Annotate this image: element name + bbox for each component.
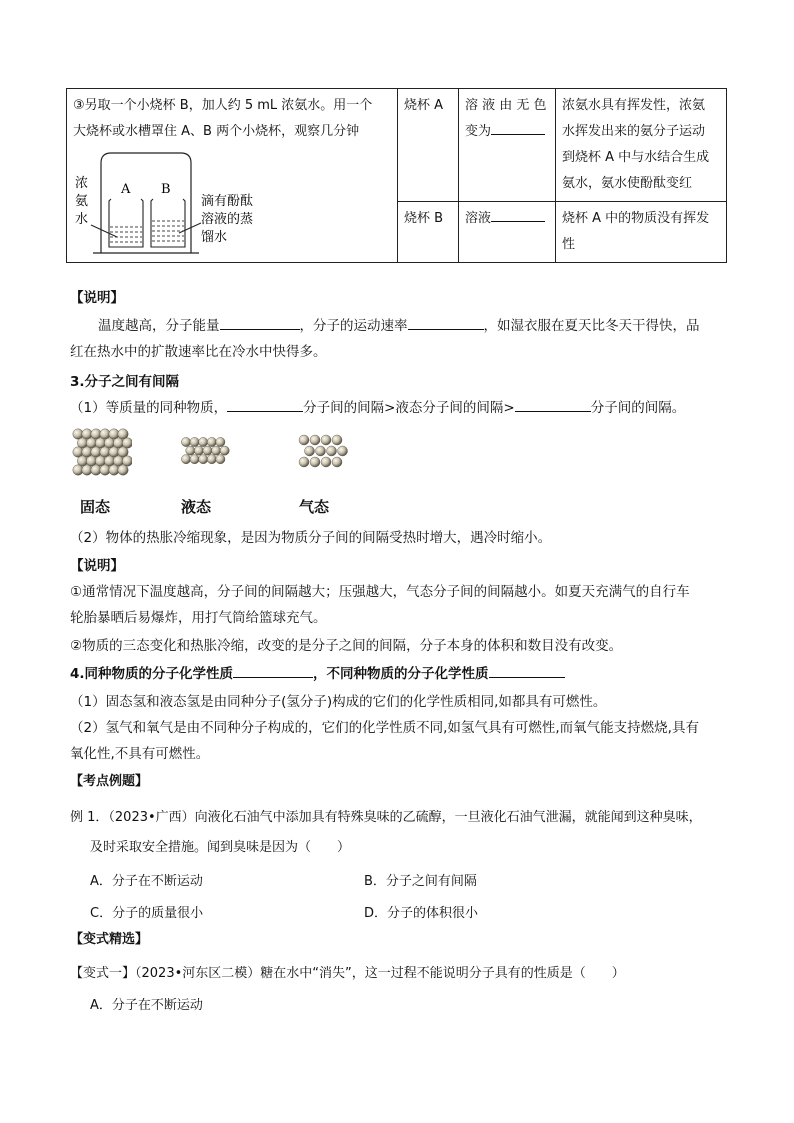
- exam-question-line1: 例 1．（2023•广西）向液化石油气中添加具有特殊臭味的乙硫醇，一旦液化石油气泄漏，就能闻到这种臭味，: [70, 810, 702, 825]
- liquid-b: [152, 221, 184, 241]
- explanation-a-line-2: 水挥发出来的氨分子运动: [562, 124, 706, 139]
- phenomenon-b-blank[interactable]: [491, 208, 545, 222]
- procedure-line-2: 大烧杯或水槽罩住 A、B 两个小烧杯，观察几分钟: [73, 124, 360, 139]
- exam-option-c[interactable]: C．分子的质量很小: [90, 906, 204, 921]
- note2-line2: 轮胎暴晒后易爆炸，用打气筒给篮球充气。: [70, 610, 327, 626]
- molecule-ball: [332, 435, 342, 445]
- exam-option-b[interactable]: B．分子之间有间隔: [364, 874, 477, 889]
- molecule-ball: [321, 457, 331, 467]
- section4-blank-2[interactable]: [489, 664, 565, 679]
- variant-question: 【变式一】（2023•河东区二模）糖在水中“消失”，这一过程不能说明分子具有的性质是（ ）: [70, 966, 625, 981]
- molecule-ball: [190, 455, 199, 464]
- phenomenon-a-blank[interactable]: [491, 121, 545, 135]
- section3-item2: （2）物体的热胀冷缩现象，是因为物质分子间的间隔受热时增大，遇冷时缩小。: [70, 530, 552, 546]
- molecule-ball: [220, 446, 229, 455]
- molecule-ball: [338, 446, 348, 456]
- molecule-ball: [310, 435, 320, 445]
- section4-item1: （1）固态氢和液态氢是由同种分子(氢分子)构成的它们的化学性质相同,如都具有可燃性。: [70, 694, 607, 710]
- beaker-a: [109, 199, 143, 247]
- phenomenon-a-line-1: 溶 液 由 无 色: [465, 98, 547, 113]
- explanation-b-cell: [556, 202, 727, 263]
- molecule-ball: [212, 446, 221, 455]
- molecule-ball: [194, 446, 203, 455]
- note1-heading: 【说明】: [70, 290, 124, 306]
- molecule-ball: [181, 455, 190, 464]
- molecule-ball: [321, 435, 331, 445]
- exam-question-line2: 及时采取安全措施。闻到臭味是因为（ ）: [90, 840, 351, 855]
- variant-heading: 【变式精选】: [70, 932, 149, 947]
- label-a: A: [121, 182, 131, 197]
- molecule-ball: [190, 437, 199, 446]
- note1-text-c: ，如湿衣服在夏天比冬天干得快，品: [483, 318, 700, 334]
- procedure-cell: [67, 89, 398, 263]
- beaker-b: [151, 199, 185, 247]
- note2-line3: ②物质的三态变化和热胀冷缩，改变的是分子之间的间隔，分子本身的体积和数目没有改变。: [70, 638, 623, 654]
- label-left-1: 浓: [75, 176, 89, 191]
- molecule-ball: [186, 446, 195, 455]
- leader-left: [91, 225, 117, 237]
- section3-item1: [70, 396, 685, 416]
- label-right-2: 溶液的蒸: [201, 212, 254, 227]
- beaker-diagram: [73, 149, 293, 255]
- state-gas-label: 气态: [299, 498, 330, 516]
- molecule-ball: [207, 437, 216, 446]
- molecule-ball: [122, 456, 132, 466]
- section4-title-a: 4.同种物质的分子化学性质: [70, 666, 234, 682]
- large-beaker-cover: [101, 153, 191, 253]
- molecule-ball: [181, 437, 190, 446]
- label-left-2: 氨: [75, 194, 89, 209]
- explanation-a-cell: [556, 89, 727, 202]
- label-right-1: 滴有酚酞: [201, 194, 254, 209]
- explanation-b-line-2: 性: [562, 237, 576, 252]
- exam-heading: 【考点例题】: [70, 774, 149, 789]
- liquid-molecules: [180, 436, 232, 468]
- note1-text-a: 温度越高，分子能量: [98, 318, 220, 334]
- section4-blank-1[interactable]: [233, 664, 313, 679]
- gas-molecules: [298, 434, 350, 470]
- beaker-b-cell: [398, 202, 459, 263]
- section3-item1-a: （1）等质量的同种物质，: [70, 400, 228, 416]
- liquid-a: [110, 227, 142, 242]
- beaker-b-label: 烧杯 B: [404, 211, 444, 226]
- note1-blank-2[interactable]: [408, 316, 484, 331]
- molecule-ball: [207, 455, 216, 464]
- molecule-ball: [332, 457, 342, 467]
- molecule-ball: [216, 455, 225, 464]
- state-liquid-label: 液态: [181, 498, 212, 516]
- section4-title-b: ，不同种物质的分子化学性质: [313, 666, 489, 682]
- molecule-ball: [203, 446, 212, 455]
- label-right-3: 馏水: [201, 230, 228, 245]
- procedure-line-1: ③另取一个小烧杯 B，加人约 5 mL 浓氨水。用一个: [73, 98, 373, 113]
- section3-item1-b: 分子间的间隔>液态分子间的间隔>: [303, 400, 515, 416]
- molecule-ball: [118, 465, 128, 475]
- molecule-ball: [299, 435, 309, 445]
- explanation-b-line-1: 烧杯 A 中的物质没有挥发: [562, 211, 710, 226]
- molecule-ball: [305, 446, 315, 456]
- section3-title: 3.分子之间有间隔: [70, 374, 180, 390]
- section3-blank-2[interactable]: [515, 398, 591, 413]
- explanation-a-line-1: 浓氨水具有挥发性，浓氨: [562, 98, 706, 113]
- phenomenon-a-line-2: 变为: [465, 124, 492, 139]
- note1-line1: [98, 314, 700, 334]
- variant-option-a[interactable]: A．分子在不断运动: [90, 998, 203, 1013]
- note2-heading: 【说明】: [70, 558, 124, 574]
- experiment-table: [66, 88, 727, 263]
- state-solid-label: 固态: [80, 498, 111, 516]
- explanation-a-line-3: 到烧杯 A 中与水结合生成: [562, 150, 710, 165]
- molecule-ball: [199, 455, 208, 464]
- note1-blank-1[interactable]: [220, 316, 300, 331]
- note2-line1: ①通常情况下温度越高，分子间的间隔越大；压强越大，气态分子间的间隔越小。如夏天充满气的自行车: [70, 584, 690, 600]
- molecule-ball: [310, 457, 320, 467]
- beaker-a-label: 烧杯 A: [404, 98, 444, 113]
- section4-item2-line2: 氧化性,不具有可燃性。: [70, 746, 210, 762]
- molecule-ball: [118, 429, 128, 439]
- solid-molecules: [72, 428, 132, 476]
- molecule-ball: [316, 446, 326, 456]
- phenomenon-a-cell: [459, 89, 556, 202]
- leader-right: [179, 223, 201, 233]
- note1-text-b: ，分子的运动速率: [299, 318, 408, 334]
- molecule-ball: [299, 457, 309, 467]
- molecule-ball: [199, 437, 208, 446]
- label-b: B: [161, 182, 171, 197]
- phenomenon-b-cell: [459, 202, 556, 263]
- molecule-ball: [327, 446, 337, 456]
- molecule-ball: [216, 437, 225, 446]
- beaker-a-cell: [398, 89, 459, 202]
- phenomenon-b-text: 溶液: [465, 211, 492, 226]
- molecule-ball: [122, 438, 132, 448]
- exam-option-d[interactable]: D．分子的体积很小: [364, 906, 479, 921]
- note1-line2: 红在热水中的扩散速率比在冷水中快得多。: [70, 344, 327, 360]
- section4-item2-line1: （2）氢气和氧气是由不同种分子构成的，它们的化学性质不同,如氢气具有可燃性,而氧气能支持燃烧,具有: [70, 720, 699, 736]
- explanation-a-line-4: 氨水，氨水使酚酞变红: [562, 176, 693, 191]
- section3-blank-1[interactable]: [227, 398, 303, 413]
- exam-option-a[interactable]: A．分子在不断运动: [90, 874, 203, 889]
- section3-item1-c: 分子间的间隔。: [590, 400, 686, 416]
- label-left-3: 水: [75, 212, 89, 227]
- section4-title: [70, 662, 565, 682]
- molecule-ball: [118, 447, 128, 457]
